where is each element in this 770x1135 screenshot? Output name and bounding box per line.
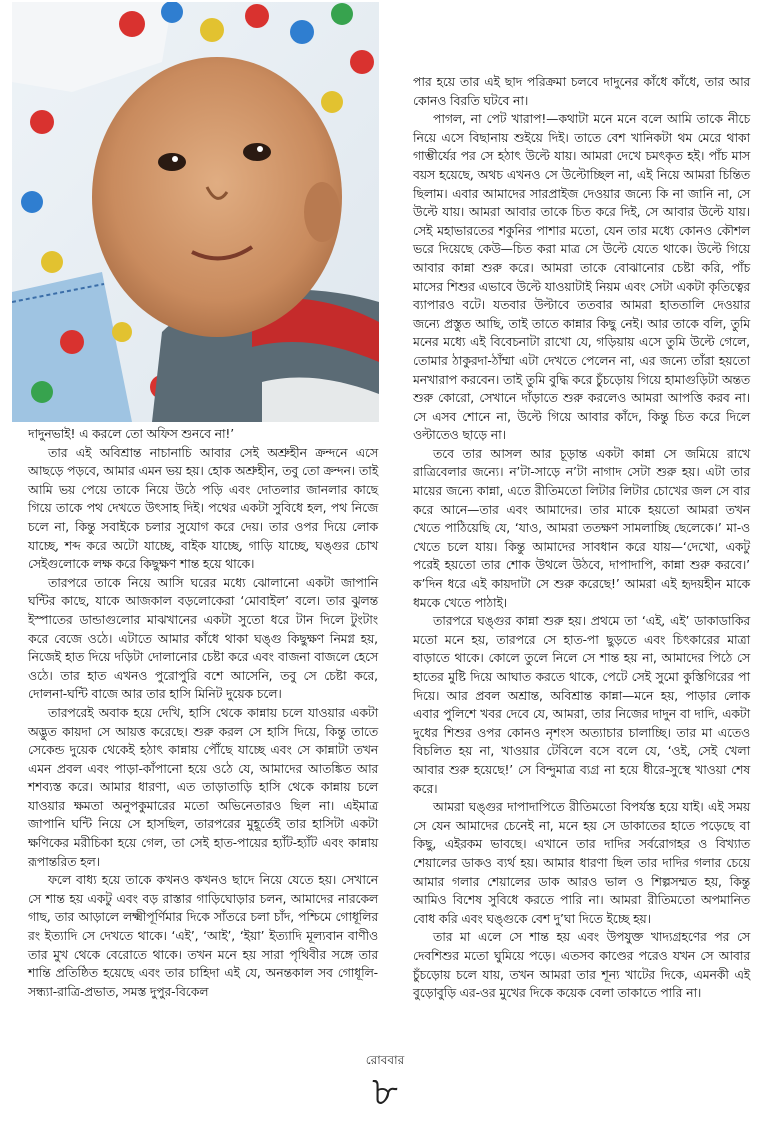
left-column — [28, 425, 378, 1001]
paragraph: তার এই অবিশ্রান্ত নাচানাচি আবার সেই অশ্রুহীন ক্রন্দনে এসে আছড়ে পড়বে, আমার এমন ভয় হয়। হোক অশ্রুহীন, তবু তো ক্রন্দন। তাই আমি ভয় পেয়ে তাকে নিয়ে উঠে পড়ি এবং দোতলার জানলার কাছে গিয়ে তাকে পথ দেখতে উৎসাহ দিই। পথের একটা সুবিধে হল, পথ নিজে চলে না, কিন্তু সবাইকে চলার সুযোগ করে দেয়। তার ওপর দিয়ে লোক যাচ্ছে, শব্দ করে অটো যাচ্ছে, বাইক যাচ্ছে, গাড়ি যাচ্ছে, ঘঙ্গুর চোখ সেইগুলোকে লক্ষ করে কিছুক্ষণ শান্ত হয়ে থাকে। — [28, 445, 378, 572]
paragraph: দাদুনভাই! এ করলে তো অফিস শুনবে না!’ — [28, 427, 235, 441]
magazine-name: রোববার — [365, 1053, 405, 1067]
baby-photo-image — [12, 2, 379, 422]
paragraph: ফলে বাধ্য হয়ে তাকে কখনও কখনও ছাদে নিয়ে যেতে হয়। সেখানে সে শান্ত হয় একটু এবং বড় রাস্তার গাড়িঘোড়ার চলন, আমাদের নারকেল গাছ, তার আড়ালে লক্ষ্মীপূর্ণিমার দিকে সাঁতরে চলা চাঁদ, পশ্চিমে গোধূলির রং ইত্যাদি সে দেখতে থাকে। ‘এই’, ‘আই’, ‘ইয়া’ ইত্যাদি মূল্যবান বাণীও তার মুখ থেকে বেরোতে থাকে। তখন মনে হয় সারা পৃথিবীর সঙ্গে তার শান্তি প্রতিষ্ঠিত হয়েছে এবং তার চাহিদা এই যে, অনন্তকাল সব গোধূলি-সন্ধ্যা-রাত্রি-প্রভাত, সমস্ত দুপুর-বিকেল — [28, 873, 378, 999]
baby-photo — [12, 2, 379, 422]
right-column — [413, 73, 750, 1003]
paragraph: আমরা ঘঙ্গুর দাপাদাপিতে রীতিমতো বিপর্যস্ত হয়ে যাই। এই সময় সে যেন আমাদের চেনেই না, মনে হয় সে ডাকাতের হাতে পড়েছে বা কিছু, এইরকম ভাবছে। এখানে তার দাদির সর্বরোগহর ও বিখ্যাত শেয়ালের ডাকও ব্যর্থ হয়। আমার ধারণা ছিল তার দাদির গলার চেয়ে আমার গলার শেয়ালের ডাক আরও ভাল ও শিল্পসম্মত হয়, কিন্তু আমিও বিশেষ সুবিধে করতে পারি না। আমরা রীতিমতো অপমানিত বোধ করি এবং ঘঙ্গুকে বেশ দু’ঘা দিতে ইচ্ছে হয়। — [413, 800, 750, 926]
paragraph: তার মা এলে সে শান্ত হয় এবং উপযুক্ত খাদ্যগ্রহণের পর সে দেবশিশুর মতো ঘুমিয়ে পড়ে। এতসব কাণ্ডের পরেও যখন সে আবার চুঁচড়োয় চলে যায়, তখন আমরা তার শূন্য খাটের দিকে, এমনকী এই বুড়োবুড়ি এর-ওর মুখের দিকে কয়েক বেলা তাকাতে পারি না। — [413, 930, 750, 1001]
paragraph: তারপরে তাকে নিয়ে আসি ঘরের মধ্যে ঝোলানো একটা জাপানি ঘন্টির কাছে, যাকে আজকাল বড়লোকেরা ‘মোবাইল’ বলে। তার ঝুলন্ত ইস্পাতের ডান্ডাগুলোর মাঝখানের একটা সুতো ধরে টান দিলে টুংটাং করে বেজে ওঠে। এটাতে আমার কাঁধে থাকা ঘঙ্গু কিছুক্ষণ নিমগ্ন হয়, নিজেই হাত দিয়ে দড়িটা দোলানোর চেষ্টা করে এবং বাজনা বাজলে হেসে ওঠে। তার হাত এখনও পুরোপুরি বশে আসেনি, তবু সে চেষ্টা করে, দোলনা-ঘন্টি বাজে আর তার হাসি মিনিট দুয়েক চলে। — [28, 575, 378, 702]
paragraph: তবে তার আসল আর চূড়ান্ত একটা কান্না সে জমিয়ে রাখে রাত্রিবেলার জন্যে। ন’টা-সাড়ে ন’টা নাগাদ সেটা শুরু হয়। এটা তার মায়ের জন্যে কান্না, এতে রীতিমতো লিটার লিটার চোখের জল সে বার করে আনে—তার এবং আমাদের। তার মাকে হয়তো আমরা তখন খেতে পাঠিয়েছি যে, ‘যাও, আমরা ততক্ষণ সামলাচ্ছি ছেলেকে।’ মা-ও খেতে চলে যায়। কিন্তু আমাদের সাবধান করে যায়—‘দেখো, একটু পরেই হয়তো তার শোক উথলে উঠবে, দাপাদাপি, কান্না শুরু করবে।’ ক’দিন ধরে এই কায়দাটা সে শুরু করেছে!’ আমরা এই হৃদয়হীন মাকে ধমকে খেতে পাঠাই। — [413, 446, 750, 610]
paragraph: তারপরে ঘঙ্গুর কান্না শুরু হয়। প্রথমে তা ‘এই, এই’ ডাকাডাকির মতো মনে হয়, তারপরে সে হাত-পা ছুড়তে এবং চিৎকারের মাত্রা বাড়াতে থাকে। কোলে তুলে নিলে সে শান্ত হয় না, আমাদের পিঠে সে হাতের মুষ্টি দিয়ে আঘাত করতে থাকে, পেটে সেই সুমো কুস্তিগিরের পা দিয়ে। আর প্রবল অশ্রান্ত, অবিশ্রান্ত কান্না—মনে হয়, পাড়ার লোক এবার পুলিশে খবর দেবে যে, আমরা, তার নিজের দাদুন বা দাদি, একটা দুধের শিশুর ওপর কোনও নৃশংস অত্যাচার চালাচ্ছি। তার মা এতেও বিচলিত হয় না, খাওয়ার টেবিলে বসে বলে যে, ‘ওই, সেই খেলা আবার শুরু হয়েছে!’ সে বিন্দুমাত্র ব্যগ্র না হয়ে ধীরে-সুস্থে খাওয়া শেষ করে। — [413, 614, 750, 796]
page-number: ৮ — [372, 1069, 398, 1115]
paragraph: পাগল, না পেট খারাপ!—কথাটা মনে মনে বলে আমি তাকে নীচে নিয়ে এসে বিছানায় শুইয়ে দিই। তাতে বেশ খানিকটা থম মেরে থাকা গাম্ভীর্যের পর সে হঠাৎ উল্টে যায়। আমরা দেখে চমৎকৃত হই। পাঁচ মাস বয়স হয়েছে, অথচ এখনও সে উল্টোচ্ছিল না, এই নিয়ে আমরা চিন্তিত ছিলাম। এবার আমাদের সারপ্রাইজ দেওয়ার জন্যে কি না জানি না, সে উল্টে যায়। আমরা আবার তাকে চিত করে দিই, সে আবার উল্টে যায়। সেই মহাভারতের শকুনির পাশার মতো, যেন তার মধ্যে কোনও কৌশল ভরে দিয়েছে কেউ—চিত করা মাত্র সে উল্টে যেতে থাকে। উল্টে গিয়ে আবার কান্না শুরু করে। আমরা তাকে বোঝানোর চেষ্টা করি, পাঁচ মাসের শিশুর এভাবে উল্টে যাওয়াটাই নিয়ম এবং সেটা একটা কৃতিত্বের ব্যাপারও বটে। যতবার উল্টাবে ততবার আমরা হাততালি দেওয়ার জন্যে প্রস্তুত আছি, তাই তাতে কান্নার কিছু নেই। আর তাকে বলি, তুমি মনের মধ্যে এই বিবেচনাটা রাখো যে, গড়িয়ায় এসে তুমি উল্টে গেলে, তোমার ঠাকুরদা-ঠাঁম্মা এটা দেখতে পেলেন না, এর জন্যে তাঁরা হয়তো মনখারাপ করবেন। তাই তুমি বুদ্ধি করে চুঁচড়োয় গিয়ে হামাগুড়িটা অন্তত শুরু কোরো, সেখানে দাঁড়াতে শুরু করলেও আমরা আপত্তি করব না। সে এসব শোনে না, উল্টে গিয়ে আবার কাঁদে, কিন্তু চিত করে দিলে ওল্টাতেও ছাড়ে না। — [413, 112, 751, 443]
paragraph: পার হয়ে তার এই ছাদ পরিক্রমা চলবে দাদুনের কাঁধে কাঁধে, তার আর কোনও বিরতি ঘটবে না। — [413, 75, 750, 108]
paragraph: তারপরেই অবাক হয়ে দেখি, হাসি থেকে কান্নায় চলে যাওয়ার একটা অদ্ভুত কায়দা সে আয়ত্ত করেছে। শুরু করল সে হাসি দিয়ে, কিন্তু তাতে সেকেন্ড দুয়েক থেকেই হঠাৎ কান্নায় পৌঁছে যাচ্ছে এবং সে কান্নাটা তখন এমন প্রবল এবং পাড়া-কাঁপানো হয়ে ওঠে যে, আমাদের আতঙ্কিত আর শশব্যস্ত করে। আমার ধারণা, এত তাড়াতাড়ি হাসি থেকে কান্নায় চলে যাওয়ার ক্ষমতা অনুপকুমারের মতো অভিনেতারও ছিল না। এইমাত্র জাপানি ঘন্টি নিয়ে সে হাসছিল, তারপরের মুহূর্তেই তার হাসিটা একটা ক্ষণিকের মরীচিকা হয়ে গেল, তা সেই হাত-পায়ের হ্যাঁট-হ্যাঁট এবং কান্নায় রূপান্তরিত হল। — [28, 705, 378, 869]
